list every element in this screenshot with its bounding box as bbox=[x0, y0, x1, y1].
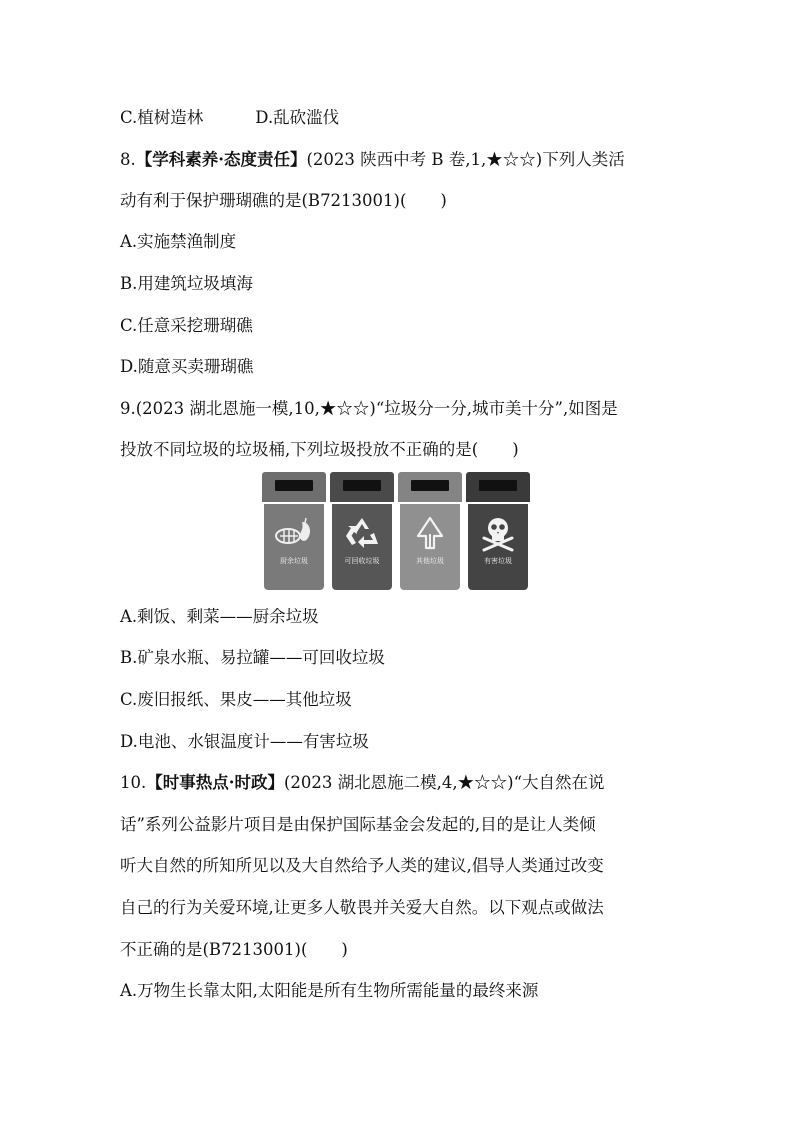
q8-close-paren: ) bbox=[440, 191, 447, 210]
skull-crossbones-icon bbox=[478, 514, 518, 552]
bin-lid bbox=[466, 472, 530, 502]
q10-line5 bbox=[120, 938, 348, 962]
option-c: C.植树造林 bbox=[120, 108, 204, 127]
q8-line2 bbox=[120, 189, 447, 213]
q9-line1: 9.(2023 湖北恩施一模,10,★☆☆)“垃圾分一分,城市美十分”,如图是 bbox=[120, 399, 618, 418]
prev-options-line bbox=[120, 106, 339, 130]
bin-hazardous bbox=[466, 472, 530, 592]
q9-option-c: C.废旧报纸、果皮——其他垃圾 bbox=[120, 690, 352, 709]
q8-stem: 动有利于保护珊瑚礁的是(B7213001)( bbox=[120, 191, 407, 210]
bin-other-waste bbox=[398, 472, 462, 592]
food-waste-icon bbox=[274, 514, 314, 552]
q9-option-a: A.剩饭、剩菜——厨余垃圾 bbox=[120, 607, 319, 626]
q8-number: 8. bbox=[120, 150, 136, 169]
bin-label-food-waste: 厨余垃圾 bbox=[280, 557, 308, 565]
trash-bins-figure bbox=[262, 472, 532, 594]
recycle-icon bbox=[342, 514, 382, 552]
q8-option-a: A.实施禁渔制度 bbox=[120, 232, 237, 251]
q10-source: (2023 湖北恩施二模,4,★☆☆)“大自然在说 bbox=[284, 773, 605, 792]
q10-tag: 【时事热点·时政】 bbox=[146, 773, 284, 792]
q8-source: (2023 陕西中考 B 卷,1,★☆☆)下列人类活 bbox=[306, 150, 625, 169]
q8-line1 bbox=[120, 148, 625, 172]
q10-close-paren: ) bbox=[341, 940, 348, 959]
q10-line2: 话”系列公益影片项目是由保护国际基金会发起的,目的是让人类倾 bbox=[120, 815, 596, 834]
other-waste-icon bbox=[410, 514, 450, 552]
q9-option-d: D.电池、水银温度计——有害垃圾 bbox=[120, 732, 369, 751]
q9-close-paren: ) bbox=[512, 440, 519, 459]
bin-label-hazardous: 有害垃圾 bbox=[484, 557, 512, 565]
q8-tag: 【学科素养·态度责任】 bbox=[135, 150, 307, 169]
option-d: D.乱砍滥伐 bbox=[255, 108, 340, 127]
bin-lid bbox=[262, 472, 326, 502]
q10-option-a: A.万物生长靠太阳,太阳能是所有生物所需能量的最终来源 bbox=[120, 981, 539, 1000]
bin-food-waste bbox=[262, 472, 326, 592]
bin-label-other-waste: 其他垃圾 bbox=[416, 557, 444, 565]
q10-stem: 不正确的是(B7213001)( bbox=[120, 940, 308, 959]
q9-stem: 投放不同垃圾的垃圾桶,下列垃圾投放不正确的是( bbox=[120, 440, 479, 459]
q10-line4: 自己的行为关爱环境,让更多人敬畏并关爱大自然。以下观点或做法 bbox=[120, 898, 604, 917]
q9-option-b: B.矿泉水瓶、易拉罐——可回收垃圾 bbox=[120, 648, 385, 667]
bin-recyclable bbox=[330, 472, 394, 592]
q9-line2 bbox=[120, 438, 519, 462]
q8-option-c: C.任意采挖珊瑚礁 bbox=[120, 316, 253, 335]
bin-label-recyclable: 可回收垃圾 bbox=[344, 557, 380, 565]
q10-number: 10. bbox=[120, 773, 147, 792]
q10-line3: 听大自然的所知所见以及大自然给予人类的建议,倡导人类通过改变 bbox=[120, 856, 604, 875]
bin-lid bbox=[398, 472, 462, 502]
q8-option-d: D.随意买卖珊瑚礁 bbox=[120, 357, 254, 376]
q10-line1 bbox=[120, 771, 605, 795]
bin-lid bbox=[330, 472, 394, 502]
q8-option-b: B.用建筑垃圾填海 bbox=[120, 274, 253, 293]
